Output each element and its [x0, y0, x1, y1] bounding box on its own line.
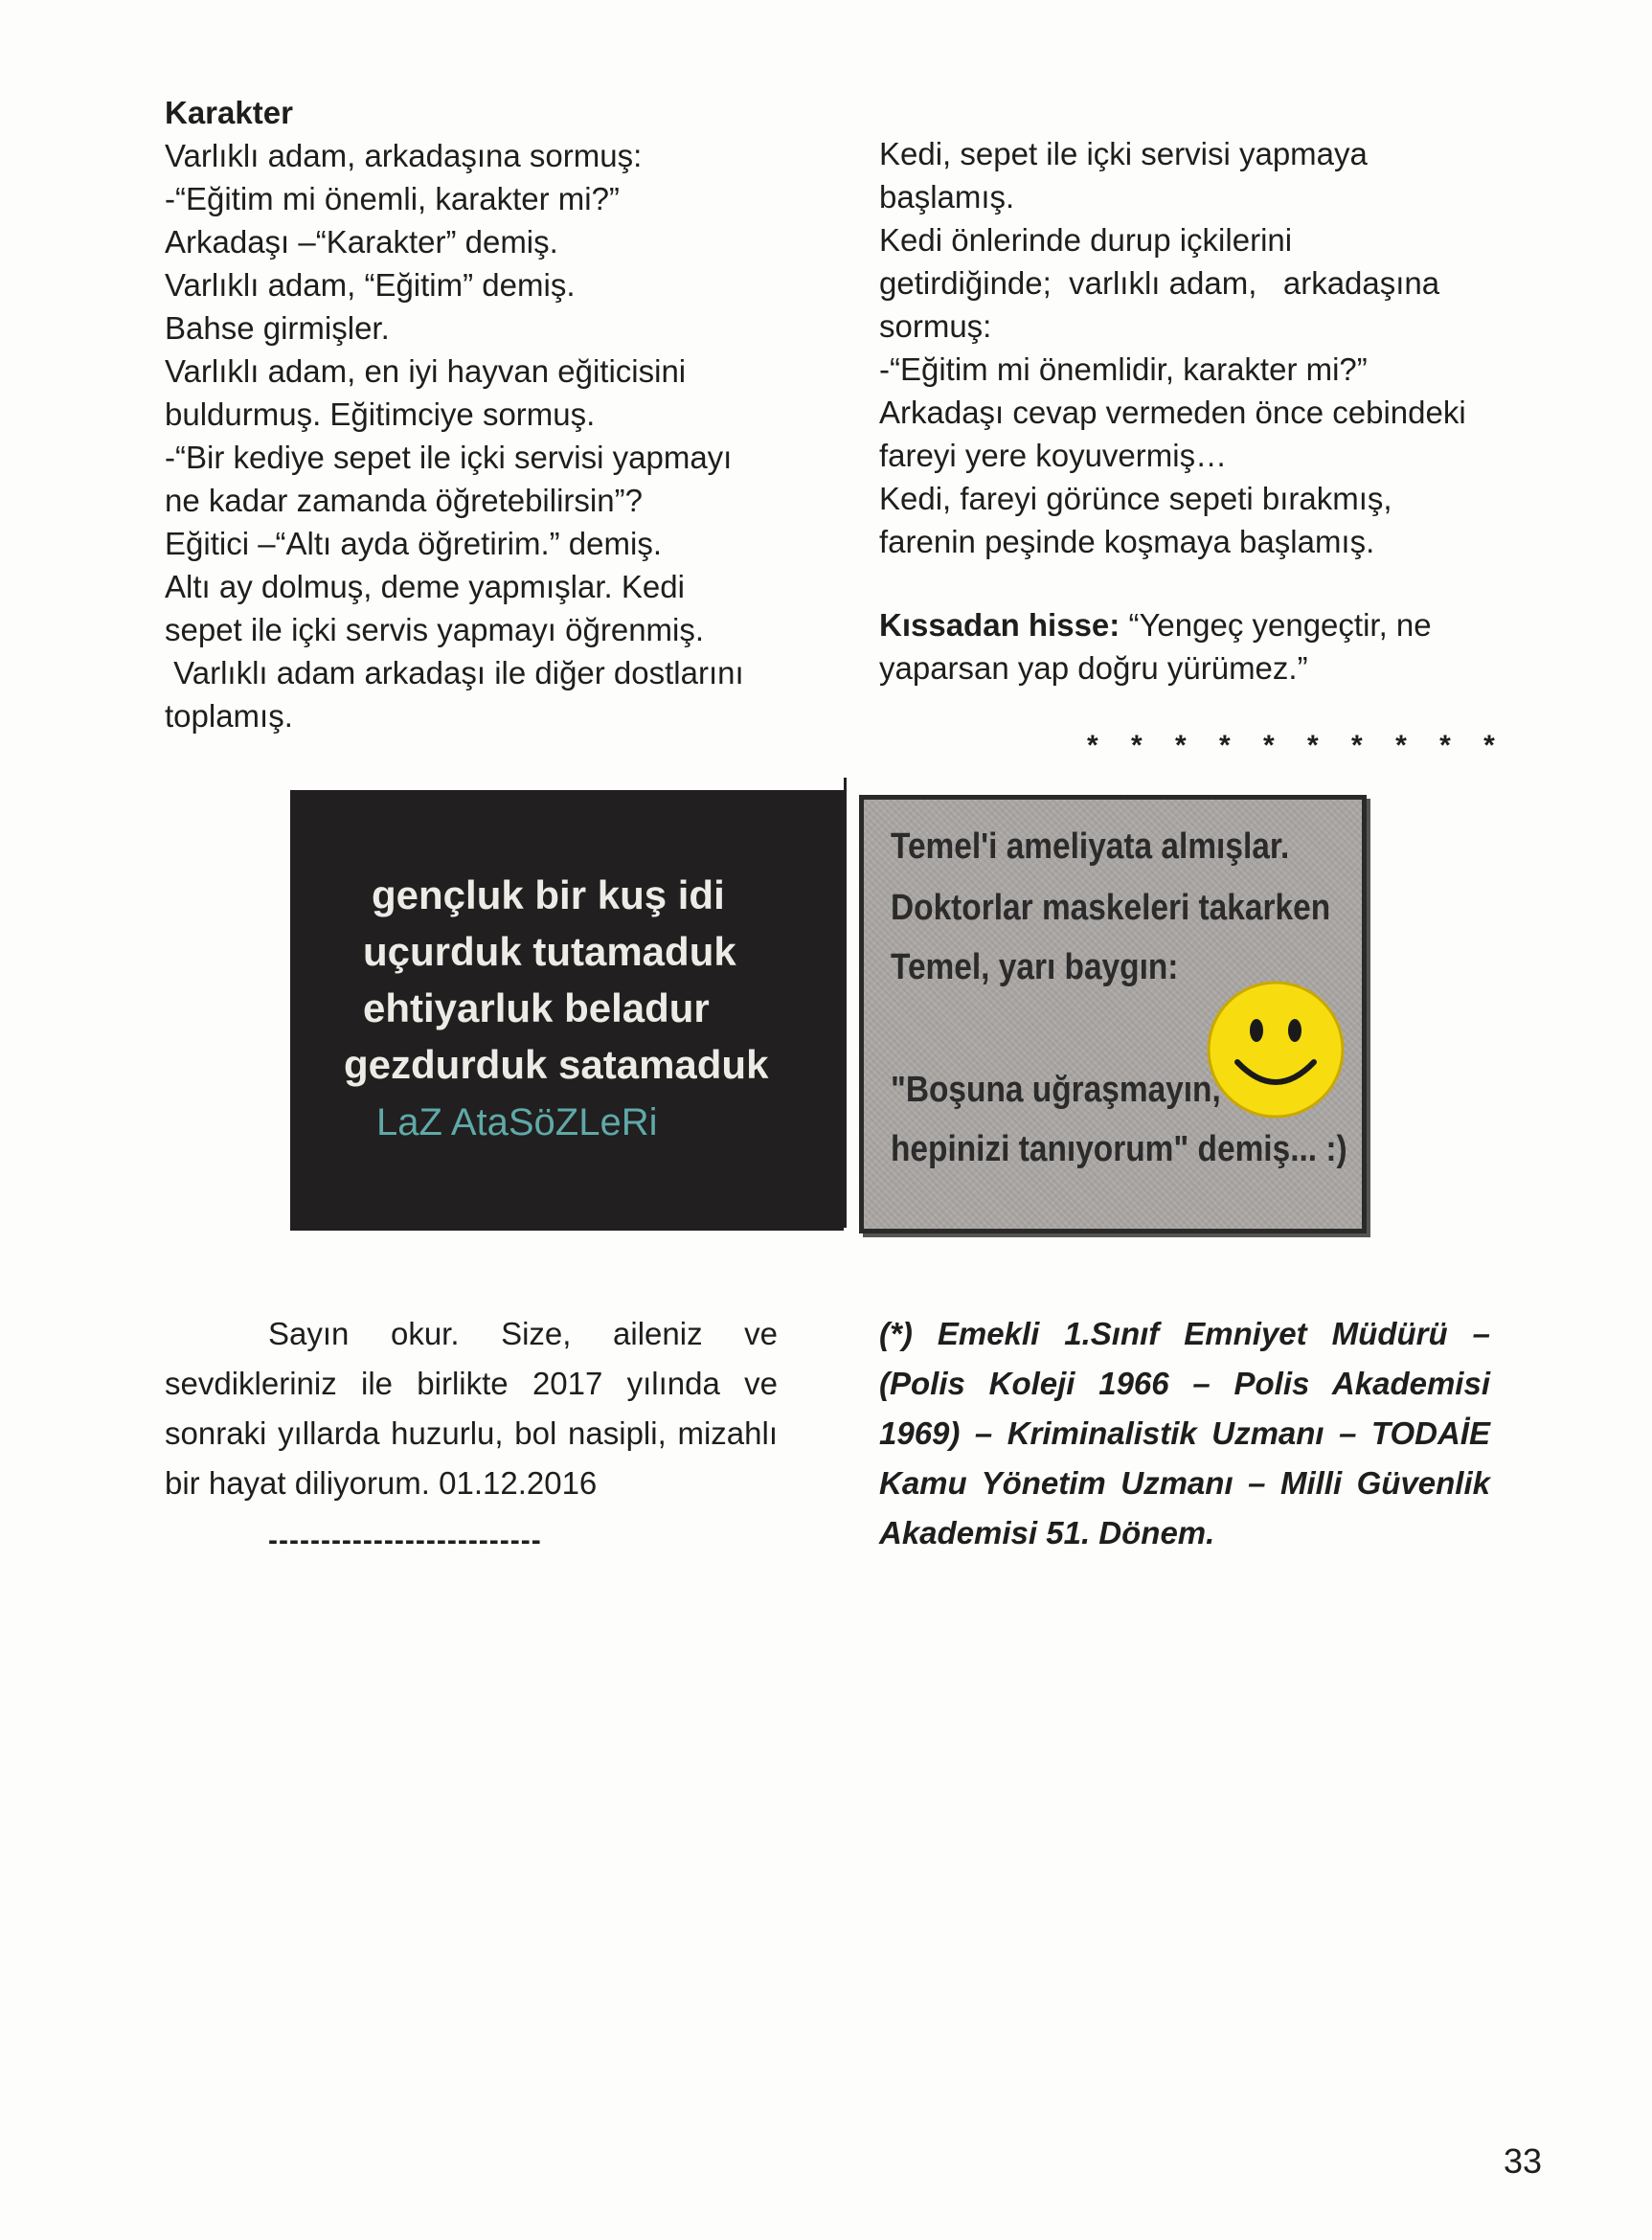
- story-line: sepet ile içki servis yapmayı öğrenmiş.: [165, 612, 705, 647]
- joke-line: hepinizi tanıyorum" demiş... :): [891, 1129, 1347, 1169]
- story-line: -“Eğitim mi önemli, karakter mi?”: [165, 181, 620, 216]
- temel-joke-image: [859, 795, 1367, 1233]
- story-line: Kedi önlerinde durup içkilerini: [879, 222, 1293, 258]
- story-line: Varlıklı adam, en iyi hayvan eğiticisini: [165, 353, 687, 389]
- story-line: getirdiğinde; varlıklı adam, arkadaşına: [879, 265, 1440, 301]
- image-divider: [844, 778, 847, 1228]
- story-line: Varlıklı adam, arkadaşına sormuş:: [165, 138, 643, 173]
- moral-text: “Yengeç yengeçtir, ne: [1120, 607, 1432, 643]
- moral-line: yaparsan yap doğru yürümez.”: [879, 650, 1308, 686]
- proverb-line: ehtiyarluk beladur: [363, 985, 710, 1030]
- joke-line: Doktorlar maskeleri takarken: [891, 888, 1331, 928]
- story-line: buldurmuş. Eğitimciye sormuş.: [165, 396, 596, 432]
- moral-label: Kıssadan hisse:: [879, 607, 1120, 643]
- joke-line: Temel'i ameliyata almışlar.: [891, 826, 1290, 867]
- proverb-line: uçurduk tutamaduk: [363, 929, 736, 974]
- joke-line: Temel, yarı baygın:: [891, 947, 1179, 987]
- story-line: Arkadaşı –“Karakter” demiş.: [165, 224, 558, 260]
- moral-line: [879, 603, 1502, 646]
- dash-separator: --------------------------: [268, 1525, 542, 1556]
- page-number: 33: [1504, 2141, 1543, 2181]
- story-line: Altı ay dolmuş, deme yapmışlar. Kedi: [165, 569, 685, 604]
- smiley-face-icon: [1204, 978, 1347, 1121]
- joke-line: "Boşuna uğraşmayın,: [891, 1070, 1221, 1110]
- story-line: ne kadar zamanda öğretebilirsin”?: [165, 483, 643, 518]
- proverb-line: gençluk bir kuş idi: [372, 872, 725, 917]
- laz-proverb-image: [290, 790, 844, 1231]
- story-line: Kedi, fareyi görünce sepeti bırakmış,: [879, 481, 1392, 516]
- story-left-column: [165, 91, 778, 737]
- story-line: Eğitici –“Altı ayda öğretirim.” demiş.: [165, 526, 662, 561]
- proverb-line: gezdurduk satamaduk: [344, 1042, 769, 1087]
- story-line: sormuş:: [879, 308, 992, 344]
- proverb-source: LaZ AtaSöZLeRi: [376, 1101, 658, 1143]
- star-separator: * * * * * * * * * *: [1087, 730, 1507, 761]
- author-note: (*) Emekli 1.Sınıf Emniyet Müdürü – (Polis Koleji 1966 – Polis Akademisi 1969) – Kriminalistik Uzmanı – TODAİE Kamu Yönetim Uzmanı – Milli Güvenlik Akademisi 51. Dönem.: [879, 1316, 1490, 1550]
- story-line: Varlıklı adam, “Eğitim” demiş.: [165, 267, 576, 303]
- story-line: Bahse girmişler.: [165, 310, 390, 346]
- story-line: farenin peşinde koşmaya başlamış.: [879, 524, 1375, 559]
- story-line: -“Eğitim mi önemlidir, karakter mi?”: [879, 351, 1368, 387]
- story-line: Kedi, sepet ile içki servisi yapmaya: [879, 136, 1368, 171]
- story-line: Varlıklı adam arkadaşı ile diğer dostlarını: [165, 655, 744, 690]
- story-line: başlamış.: [879, 179, 1015, 215]
- story-line: fareyi yere koyuvermiş…: [879, 438, 1228, 473]
- greeting-paragraph: Sayın okur. Size, aileniz ve sevdikleriniz ile birlikte 2017 yılında ve sonraki yıllarda huzurlu, bol nasipli, mizahlı bir hayat diliyorum. 01.12.2016: [165, 1316, 778, 1501]
- story-heading: Karakter: [165, 95, 293, 130]
- story-right-column: [879, 132, 1502, 690]
- story-line: Arkadaşı cevap vermeden önce cebindeki: [879, 395, 1466, 430]
- story-line: -“Bir kediye sepet ile içki servisi yapmayı: [165, 440, 733, 475]
- story-line: toplamış.: [165, 698, 293, 734]
